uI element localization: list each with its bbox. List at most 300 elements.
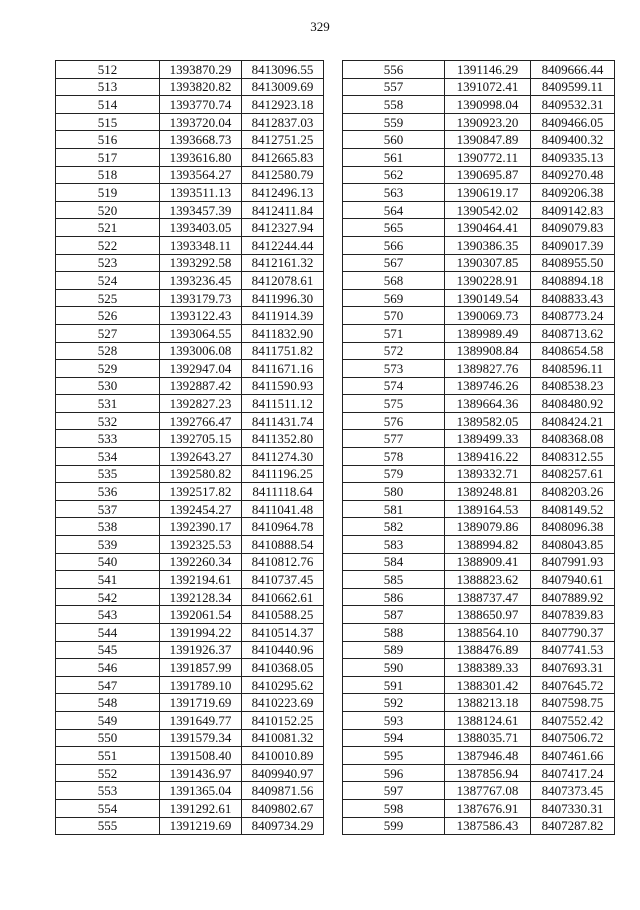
point-number-cell: 558 bbox=[343, 96, 445, 114]
point-number-cell: 591 bbox=[343, 676, 445, 694]
x-coordinate-cell: 1387676.91 bbox=[445, 799, 531, 817]
table-row bbox=[343, 659, 615, 677]
point-number-cell: 536 bbox=[56, 483, 160, 501]
table-row bbox=[343, 236, 615, 254]
point-number-cell: 570 bbox=[343, 307, 445, 325]
x-coordinate-cell: 1393348.11 bbox=[160, 236, 242, 254]
y-coordinate-cell: 8409206.38 bbox=[531, 184, 615, 202]
y-coordinate-cell: 8407417.24 bbox=[531, 764, 615, 782]
table-row bbox=[343, 307, 615, 325]
point-number-cell: 512 bbox=[56, 61, 160, 79]
y-coordinate-cell: 8407330.31 bbox=[531, 799, 615, 817]
y-coordinate-cell: 8409532.31 bbox=[531, 96, 615, 114]
table-row bbox=[56, 782, 324, 800]
table-row bbox=[343, 747, 615, 765]
point-number-cell: 538 bbox=[56, 518, 160, 536]
table-row bbox=[56, 113, 324, 131]
x-coordinate-cell: 1393770.74 bbox=[160, 96, 242, 114]
point-number-cell: 541 bbox=[56, 571, 160, 589]
x-coordinate-cell: 1389499.33 bbox=[445, 430, 531, 448]
point-number-cell: 556 bbox=[343, 61, 445, 79]
y-coordinate-cell: 8410964.78 bbox=[242, 518, 324, 536]
point-number-cell: 549 bbox=[56, 711, 160, 729]
point-number-cell: 551 bbox=[56, 747, 160, 765]
table-row bbox=[343, 166, 615, 184]
table-row bbox=[343, 782, 615, 800]
table-row bbox=[343, 412, 615, 430]
point-number-cell: 530 bbox=[56, 377, 160, 395]
table-row bbox=[343, 624, 615, 642]
table-row bbox=[343, 219, 615, 237]
table-row bbox=[56, 342, 324, 360]
point-number-cell: 579 bbox=[343, 465, 445, 483]
x-coordinate-cell: 1393668.73 bbox=[160, 131, 242, 149]
x-coordinate-cell: 1391146.29 bbox=[445, 61, 531, 79]
x-coordinate-cell: 1390228.91 bbox=[445, 272, 531, 290]
y-coordinate-cell: 8410888.54 bbox=[242, 536, 324, 554]
x-coordinate-cell: 1389416.22 bbox=[445, 448, 531, 466]
y-coordinate-cell: 8413009.69 bbox=[242, 78, 324, 96]
y-coordinate-cell: 8408312.55 bbox=[531, 448, 615, 466]
table-row bbox=[56, 571, 324, 589]
point-number-cell: 577 bbox=[343, 430, 445, 448]
point-number-cell: 561 bbox=[343, 148, 445, 166]
x-coordinate-cell: 1391789.10 bbox=[160, 676, 242, 694]
table-row bbox=[56, 500, 324, 518]
x-coordinate-cell: 1393179.73 bbox=[160, 289, 242, 307]
x-coordinate-cell: 1389664.36 bbox=[445, 395, 531, 413]
y-coordinate-cell: 8409466.05 bbox=[531, 113, 615, 131]
x-coordinate-cell: 1392194.61 bbox=[160, 571, 242, 589]
x-coordinate-cell: 1388823.62 bbox=[445, 571, 531, 589]
point-number-cell: 564 bbox=[343, 201, 445, 219]
point-number-cell: 548 bbox=[56, 694, 160, 712]
x-coordinate-cell: 1392517.82 bbox=[160, 483, 242, 501]
x-coordinate-cell: 1388213.18 bbox=[445, 694, 531, 712]
x-coordinate-cell: 1388909.41 bbox=[445, 553, 531, 571]
point-number-cell: 546 bbox=[56, 659, 160, 677]
x-coordinate-cell: 1390386.35 bbox=[445, 236, 531, 254]
table-row bbox=[56, 448, 324, 466]
table-row bbox=[56, 430, 324, 448]
point-number-cell: 587 bbox=[343, 606, 445, 624]
y-coordinate-cell: 8408654.58 bbox=[531, 342, 615, 360]
point-number-cell: 585 bbox=[343, 571, 445, 589]
point-number-cell: 543 bbox=[56, 606, 160, 624]
x-coordinate-cell: 1389582.05 bbox=[445, 412, 531, 430]
point-number-cell: 544 bbox=[56, 624, 160, 642]
point-number-cell: 554 bbox=[56, 799, 160, 817]
point-number-cell: 574 bbox=[343, 377, 445, 395]
table-row bbox=[343, 465, 615, 483]
x-coordinate-cell: 1389079.86 bbox=[445, 518, 531, 536]
y-coordinate-cell: 8407693.31 bbox=[531, 659, 615, 677]
table-row bbox=[343, 641, 615, 659]
table-row bbox=[56, 201, 324, 219]
table-row bbox=[343, 430, 615, 448]
x-coordinate-cell: 1392325.53 bbox=[160, 536, 242, 554]
y-coordinate-cell: 8412327.94 bbox=[242, 219, 324, 237]
table-row bbox=[343, 360, 615, 378]
x-coordinate-cell: 1392827.23 bbox=[160, 395, 242, 413]
y-coordinate-cell: 8410368.05 bbox=[242, 659, 324, 677]
table-row bbox=[56, 659, 324, 677]
y-coordinate-cell: 8407287.82 bbox=[531, 817, 615, 835]
point-number-cell: 545 bbox=[56, 641, 160, 659]
y-coordinate-cell: 8411196.25 bbox=[242, 465, 324, 483]
point-number-cell: 553 bbox=[56, 782, 160, 800]
x-coordinate-cell: 1391365.04 bbox=[160, 782, 242, 800]
x-coordinate-cell: 1392705.15 bbox=[160, 430, 242, 448]
y-coordinate-cell: 8411914.39 bbox=[242, 307, 324, 325]
table-row bbox=[56, 184, 324, 202]
x-coordinate-cell: 1390619.17 bbox=[445, 184, 531, 202]
table-row bbox=[56, 624, 324, 642]
y-coordinate-cell: 8408257.61 bbox=[531, 465, 615, 483]
y-coordinate-cell: 8407461.66 bbox=[531, 747, 615, 765]
x-coordinate-cell: 1392454.27 bbox=[160, 500, 242, 518]
point-number-cell: 529 bbox=[56, 360, 160, 378]
table-row bbox=[56, 483, 324, 501]
table-row bbox=[343, 518, 615, 536]
x-coordinate-cell: 1388389.33 bbox=[445, 659, 531, 677]
point-number-cell: 555 bbox=[56, 817, 160, 835]
point-number-cell: 552 bbox=[56, 764, 160, 782]
x-coordinate-cell: 1389164.53 bbox=[445, 500, 531, 518]
point-number-cell: 559 bbox=[343, 113, 445, 131]
point-number-cell: 571 bbox=[343, 324, 445, 342]
table-row bbox=[343, 201, 615, 219]
table-row bbox=[56, 219, 324, 237]
point-number-cell: 597 bbox=[343, 782, 445, 800]
table-row bbox=[343, 500, 615, 518]
y-coordinate-cell: 8407790.37 bbox=[531, 624, 615, 642]
point-number-cell: 521 bbox=[56, 219, 160, 237]
y-coordinate-cell: 8411352.80 bbox=[242, 430, 324, 448]
table-row bbox=[56, 536, 324, 554]
y-coordinate-cell: 8408368.08 bbox=[531, 430, 615, 448]
table-row bbox=[56, 360, 324, 378]
point-number-cell: 592 bbox=[343, 694, 445, 712]
table-row bbox=[56, 747, 324, 765]
x-coordinate-cell: 1391719.69 bbox=[160, 694, 242, 712]
table-row bbox=[343, 764, 615, 782]
x-coordinate-cell: 1389908.84 bbox=[445, 342, 531, 360]
point-number-cell: 534 bbox=[56, 448, 160, 466]
y-coordinate-cell: 8409335.13 bbox=[531, 148, 615, 166]
y-coordinate-cell: 8412923.18 bbox=[242, 96, 324, 114]
point-number-cell: 568 bbox=[343, 272, 445, 290]
x-coordinate-cell: 1393292.58 bbox=[160, 254, 242, 272]
y-coordinate-cell: 8408043.85 bbox=[531, 536, 615, 554]
coordinates-table-left bbox=[55, 60, 324, 835]
x-coordinate-cell: 1393511.13 bbox=[160, 184, 242, 202]
point-number-cell: 569 bbox=[343, 289, 445, 307]
table-row bbox=[56, 606, 324, 624]
table-row bbox=[343, 553, 615, 571]
x-coordinate-cell: 1393236.45 bbox=[160, 272, 242, 290]
point-number-cell: 522 bbox=[56, 236, 160, 254]
x-coordinate-cell: 1393616.80 bbox=[160, 148, 242, 166]
table-row bbox=[56, 711, 324, 729]
x-coordinate-cell: 1393403.05 bbox=[160, 219, 242, 237]
table-row bbox=[56, 588, 324, 606]
y-coordinate-cell: 8408596.11 bbox=[531, 360, 615, 378]
x-coordinate-cell: 1388650.97 bbox=[445, 606, 531, 624]
x-coordinate-cell: 1388035.71 bbox=[445, 729, 531, 747]
y-coordinate-cell: 8411671.16 bbox=[242, 360, 324, 378]
x-coordinate-cell: 1387856.94 bbox=[445, 764, 531, 782]
y-coordinate-cell: 8412078.61 bbox=[242, 272, 324, 290]
table-row bbox=[343, 571, 615, 589]
x-coordinate-cell: 1390069.73 bbox=[445, 307, 531, 325]
x-coordinate-cell: 1387767.08 bbox=[445, 782, 531, 800]
x-coordinate-cell: 1387946.48 bbox=[445, 747, 531, 765]
x-coordinate-cell: 1389248.81 bbox=[445, 483, 531, 501]
y-coordinate-cell: 8411431.74 bbox=[242, 412, 324, 430]
table-row bbox=[56, 465, 324, 483]
point-number-cell: 535 bbox=[56, 465, 160, 483]
x-coordinate-cell: 1390307.85 bbox=[445, 254, 531, 272]
table-row bbox=[343, 711, 615, 729]
y-coordinate-cell: 8412837.03 bbox=[242, 113, 324, 131]
y-coordinate-cell: 8407741.53 bbox=[531, 641, 615, 659]
y-coordinate-cell: 8407645.72 bbox=[531, 676, 615, 694]
x-coordinate-cell: 1391292.61 bbox=[160, 799, 242, 817]
point-number-cell: 526 bbox=[56, 307, 160, 325]
x-coordinate-cell: 1392260.34 bbox=[160, 553, 242, 571]
y-coordinate-cell: 8411751.82 bbox=[242, 342, 324, 360]
table-row bbox=[343, 536, 615, 554]
coordinates-table-right bbox=[342, 60, 615, 835]
y-coordinate-cell: 8408096.38 bbox=[531, 518, 615, 536]
y-coordinate-cell: 8409017.39 bbox=[531, 236, 615, 254]
point-number-cell: 523 bbox=[56, 254, 160, 272]
point-number-cell: 513 bbox=[56, 78, 160, 96]
x-coordinate-cell: 1392887.42 bbox=[160, 377, 242, 395]
x-coordinate-cell: 1389332.71 bbox=[445, 465, 531, 483]
point-number-cell: 515 bbox=[56, 113, 160, 131]
y-coordinate-cell: 8408833.43 bbox=[531, 289, 615, 307]
y-coordinate-cell: 8407373.45 bbox=[531, 782, 615, 800]
table-row bbox=[56, 78, 324, 96]
table-row bbox=[56, 61, 324, 79]
table-row bbox=[343, 113, 615, 131]
x-coordinate-cell: 1388994.82 bbox=[445, 536, 531, 554]
x-coordinate-cell: 1392128.34 bbox=[160, 588, 242, 606]
y-coordinate-cell: 8409599.11 bbox=[531, 78, 615, 96]
point-number-cell: 524 bbox=[56, 272, 160, 290]
y-coordinate-cell: 8409734.29 bbox=[242, 817, 324, 835]
x-coordinate-cell: 1393820.82 bbox=[160, 78, 242, 96]
y-coordinate-cell: 8412665.83 bbox=[242, 148, 324, 166]
x-coordinate-cell: 1389989.49 bbox=[445, 324, 531, 342]
y-coordinate-cell: 8407506.72 bbox=[531, 729, 615, 747]
y-coordinate-cell: 8410514.37 bbox=[242, 624, 324, 642]
point-number-cell: 575 bbox=[343, 395, 445, 413]
y-coordinate-cell: 8410737.45 bbox=[242, 571, 324, 589]
x-coordinate-cell: 1388124.61 bbox=[445, 711, 531, 729]
table-row bbox=[56, 236, 324, 254]
y-coordinate-cell: 8411511.12 bbox=[242, 395, 324, 413]
y-coordinate-cell: 8410588.25 bbox=[242, 606, 324, 624]
table-row bbox=[343, 254, 615, 272]
table-row bbox=[56, 324, 324, 342]
table-row bbox=[56, 166, 324, 184]
x-coordinate-cell: 1391579.34 bbox=[160, 729, 242, 747]
x-coordinate-cell: 1391857.99 bbox=[160, 659, 242, 677]
y-coordinate-cell: 8409666.44 bbox=[531, 61, 615, 79]
x-coordinate-cell: 1393064.55 bbox=[160, 324, 242, 342]
table-row bbox=[343, 448, 615, 466]
point-number-cell: 532 bbox=[56, 412, 160, 430]
table-row bbox=[56, 518, 324, 536]
x-coordinate-cell: 1390149.54 bbox=[445, 289, 531, 307]
point-number-cell: 531 bbox=[56, 395, 160, 413]
point-number-cell: 547 bbox=[56, 676, 160, 694]
table-row bbox=[56, 764, 324, 782]
table-row bbox=[56, 131, 324, 149]
y-coordinate-cell: 8408894.18 bbox=[531, 272, 615, 290]
x-coordinate-cell: 1390695.87 bbox=[445, 166, 531, 184]
point-number-cell: 533 bbox=[56, 430, 160, 448]
point-number-cell: 542 bbox=[56, 588, 160, 606]
point-number-cell: 557 bbox=[343, 78, 445, 96]
table-row bbox=[56, 148, 324, 166]
x-coordinate-cell: 1391508.40 bbox=[160, 747, 242, 765]
x-coordinate-cell: 1392766.47 bbox=[160, 412, 242, 430]
y-coordinate-cell: 8409079.83 bbox=[531, 219, 615, 237]
x-coordinate-cell: 1391649.77 bbox=[160, 711, 242, 729]
x-coordinate-cell: 1391436.97 bbox=[160, 764, 242, 782]
x-coordinate-cell: 1388301.42 bbox=[445, 676, 531, 694]
table-row bbox=[56, 395, 324, 413]
point-number-cell: 583 bbox=[343, 536, 445, 554]
x-coordinate-cell: 1390542.02 bbox=[445, 201, 531, 219]
table-row bbox=[343, 289, 615, 307]
x-coordinate-cell: 1390847.89 bbox=[445, 131, 531, 149]
table-row bbox=[343, 817, 615, 835]
point-number-cell: 584 bbox=[343, 553, 445, 571]
table-row bbox=[56, 694, 324, 712]
point-number-cell: 565 bbox=[343, 219, 445, 237]
y-coordinate-cell: 8409940.97 bbox=[242, 764, 324, 782]
table-row bbox=[343, 131, 615, 149]
y-coordinate-cell: 8410662.61 bbox=[242, 588, 324, 606]
x-coordinate-cell: 1390772.11 bbox=[445, 148, 531, 166]
table-row bbox=[343, 377, 615, 395]
table-row bbox=[343, 342, 615, 360]
table-row bbox=[343, 78, 615, 96]
y-coordinate-cell: 8411832.90 bbox=[242, 324, 324, 342]
y-coordinate-cell: 8408149.52 bbox=[531, 500, 615, 518]
point-number-cell: 582 bbox=[343, 518, 445, 536]
x-coordinate-cell: 1389746.26 bbox=[445, 377, 531, 395]
y-coordinate-cell: 8408713.62 bbox=[531, 324, 615, 342]
point-number-cell: 596 bbox=[343, 764, 445, 782]
point-number-cell: 528 bbox=[56, 342, 160, 360]
table-row bbox=[343, 272, 615, 290]
x-coordinate-cell: 1393122.43 bbox=[160, 307, 242, 325]
y-coordinate-cell: 8407889.92 bbox=[531, 588, 615, 606]
point-number-cell: 567 bbox=[343, 254, 445, 272]
table-row bbox=[343, 184, 615, 202]
point-number-cell: 540 bbox=[56, 553, 160, 571]
point-number-cell: 593 bbox=[343, 711, 445, 729]
point-number-cell: 598 bbox=[343, 799, 445, 817]
table-row bbox=[56, 307, 324, 325]
y-coordinate-cell: 8407991.93 bbox=[531, 553, 615, 571]
x-coordinate-cell: 1393870.29 bbox=[160, 61, 242, 79]
y-coordinate-cell: 8409270.48 bbox=[531, 166, 615, 184]
y-coordinate-cell: 8408955.50 bbox=[531, 254, 615, 272]
table-row bbox=[56, 412, 324, 430]
x-coordinate-cell: 1391219.69 bbox=[160, 817, 242, 835]
y-coordinate-cell: 8409871.56 bbox=[242, 782, 324, 800]
y-coordinate-cell: 8410010.89 bbox=[242, 747, 324, 765]
point-number-cell: 594 bbox=[343, 729, 445, 747]
point-number-cell: 599 bbox=[343, 817, 445, 835]
table-row bbox=[56, 254, 324, 272]
x-coordinate-cell: 1387586.43 bbox=[445, 817, 531, 835]
y-coordinate-cell: 8408773.24 bbox=[531, 307, 615, 325]
point-number-cell: 514 bbox=[56, 96, 160, 114]
table-row bbox=[343, 483, 615, 501]
table-row bbox=[343, 694, 615, 712]
point-number-cell: 560 bbox=[343, 131, 445, 149]
x-coordinate-cell: 1392580.82 bbox=[160, 465, 242, 483]
x-coordinate-cell: 1392643.27 bbox=[160, 448, 242, 466]
point-number-cell: 576 bbox=[343, 412, 445, 430]
x-coordinate-cell: 1388564.10 bbox=[445, 624, 531, 642]
y-coordinate-cell: 8411118.64 bbox=[242, 483, 324, 501]
point-number-cell: 562 bbox=[343, 166, 445, 184]
table-row bbox=[56, 96, 324, 114]
y-coordinate-cell: 8411996.30 bbox=[242, 289, 324, 307]
point-number-cell: 517 bbox=[56, 148, 160, 166]
y-coordinate-cell: 8411041.48 bbox=[242, 500, 324, 518]
x-coordinate-cell: 1391072.41 bbox=[445, 78, 531, 96]
x-coordinate-cell: 1391926.37 bbox=[160, 641, 242, 659]
y-coordinate-cell: 8409400.32 bbox=[531, 131, 615, 149]
x-coordinate-cell: 1389827.76 bbox=[445, 360, 531, 378]
y-coordinate-cell: 8408538.23 bbox=[531, 377, 615, 395]
x-coordinate-cell: 1393564.27 bbox=[160, 166, 242, 184]
y-coordinate-cell: 8410223.69 bbox=[242, 694, 324, 712]
y-coordinate-cell: 8411590.93 bbox=[242, 377, 324, 395]
table-row bbox=[56, 799, 324, 817]
table-row bbox=[56, 272, 324, 290]
table-row bbox=[56, 817, 324, 835]
table-row bbox=[343, 61, 615, 79]
point-number-cell: 580 bbox=[343, 483, 445, 501]
point-number-cell: 578 bbox=[343, 448, 445, 466]
y-coordinate-cell: 8410081.32 bbox=[242, 729, 324, 747]
y-coordinate-cell: 8409142.83 bbox=[531, 201, 615, 219]
point-number-cell: 539 bbox=[56, 536, 160, 554]
table-row bbox=[343, 676, 615, 694]
y-coordinate-cell: 8408424.21 bbox=[531, 412, 615, 430]
y-coordinate-cell: 8412244.44 bbox=[242, 236, 324, 254]
table-row bbox=[56, 676, 324, 694]
page-number: 329 bbox=[310, 19, 330, 34]
point-number-cell: 519 bbox=[56, 184, 160, 202]
point-number-cell: 572 bbox=[343, 342, 445, 360]
x-coordinate-cell: 1388737.47 bbox=[445, 588, 531, 606]
point-number-cell: 590 bbox=[343, 659, 445, 677]
point-number-cell: 537 bbox=[56, 500, 160, 518]
y-coordinate-cell: 8412496.13 bbox=[242, 184, 324, 202]
